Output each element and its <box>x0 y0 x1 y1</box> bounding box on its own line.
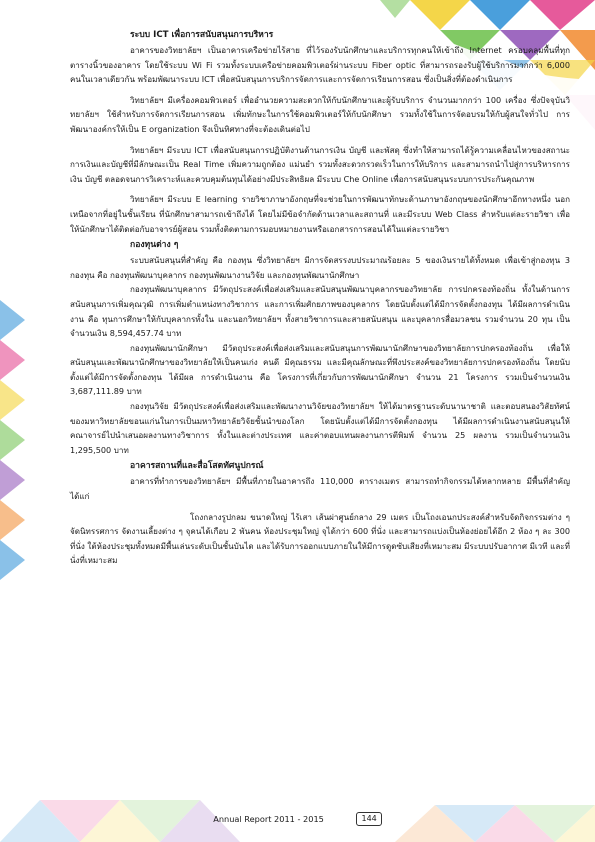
paragraph-buildings-1: อาคารที่ทำการของวิทยาลัยฯ มีพื้นที่ภายในอาคารถึง 110,000 ตารางเมตร สามารถทำกิจกรรมได้หลากหลาย มีพื้นที่สำคัญ ได้แก่ <box>70 476 570 502</box>
paragraph-ict-2: วิทยาลัยฯ มีเครื่องคอมพิวเตอร์ เพื่ออำนวยความสะดวกให้กับนักศึกษาและผู้รับบริการ จำนวนมากกว่า 100 เครื่อง ซึ่งปัจจุบันวิทยาลัยฯ ใช้สำหรับการจัดการเรียนการสอน เพิ่มทักษะในการใช้คอมพิวเตอร์ให้กับนักศึกษา รวมทั้งใช้ในการจัดอบรมให้กับผู้สนใจทั่วไป การพัฒนาองค์กรให้เป็น E organization จึงเป็นทิศทางที่จะต้องเดินต่อไป <box>70 94 570 134</box>
paragraph-funds-1: ระบบสนับสนุนที่สำคัญ คือ กองทุน ซึ่งวิทยาลัยฯ มีการจัดสรรงบประมาณร้อยละ 5 ของเงินรายได้ทั้งหมด เพื่อเข้าสู่กองทุน 3 กองทุน คือ กองทุนพัฒนาบุคลากร กองทุนพัฒนางานวิจัย และกองทุนพัฒนานักศึกษา <box>70 255 570 280</box>
paragraph-ict-4: วิทยาลัยฯ มีระบบ E learning รายวิชาภาษาอังกฤษที่จะช่วยในการพัฒนาทักษะด้านภาษาอังกฤษของนักศึกษาอีกทางหนึ่ง นอกเหนือจากที่อยู่ในชั้นเรียน ที่นักศึกษาสามารถเข้าถึงได้ โดยไม่มีข้อจำกัดด้านเวลาและสถานที่ และมีระบบ Web Class สำหรับแต่ละรายวิชา เพื่อให้นักศึกษาได้ติดต่อกับอาจารย์ผู้สอน รวมทั้งติดตามการมอบหมายงานหรือเอกสารการสอนได้ในแต่ละรายวิชา <box>70 194 570 234</box>
footer-report-title: Annual Report 2011 - 2015 <box>213 814 324 824</box>
paragraph-ict-3: วิทยาลัยฯ มีระบบ ICT เพื่อสนับสนุนการปฏิบัติงานด้านการเงิน บัญชี และพัสดุ ซึ่งทำให้สามารถได้รู้ความเคลื่อนไหวของสถานะการเงินและบัญชีที่มีลักษณะเป็น Real Time เพิ่มความถูกต้อง แม่นยำ รวมทั้งสะดวกรวดเร็วในการให้บริการ และสามารถนำไปสู่การบริหารการเงิน บัญชี ตลอดจนการวิเคราะห์และควบคุมต้นทุนได้อย่างมีประสิทธิผล มีระบบ Che Online เพื่อการสนับสนุนระบบการประกันคุณภาพ <box>70 144 570 184</box>
page-number: 144 <box>356 812 381 826</box>
heading-funds: กองทุนต่าง ๆ <box>130 240 179 251</box>
heading-buildings: อาคารสถานที่และสื่อโสตทัศนูปกรณ์ <box>130 461 264 472</box>
paragraph-funds-2: กองทุนพัฒนาบุคลากร มีวัตถุประสงค์เพื่อส่งเสริมและสนับสนุนพัฒนาบุคลากรของวิทยาลัย การปกครองท้องถิ่น ทั้งในด้านการสนับสนุนการเพิ่มคุณวุฒิ การเพิ่มตำแหน่งทางวิชาการ และการเพิ่มศักยภาพของบุคลากร โดยนับตั้งแต่ได้มีการจัดตั้งกองทุน ได้มีผลการดำเนินงาน คือ ทุนการศึกษาให้กับบุคลากรทั้งใน และนอกวิทยาลัยฯ ทั้งสายวิชาการและสายสนับสนุน และบุคลากรสื่อมวลชน รวมจำนวน 20 ทุน เป็นจำนวนเงิน 8,594,457.74 บาท <box>70 284 570 339</box>
document-body <box>70 26 570 568</box>
paragraph-ict-1: อาคารของวิทยาลัยฯ เป็นอาคารเครือข่ายไร้สาย ที่ไว้รองรับนักศึกษาและบริการทุกคนให้เข้าถึง Internet ครอบคลุมพื้นที่ทุกตารางนิ้วของอาคาร โดยใช้ระบบ Wi Fi รวมทั้งระบบเครือข่ายคอมพิวเตอร์ผ่านระบบ Fiber optic ที่สามารถรองรับผู้ใช้บริการมากกว่า 6,000 คนในเวลาเดียวกัน พร้อมพัฒนาระบบ ICT เพื่อสนับสนุนการบริการจัดการและการจัดการเรียนการสอน ซึ่งเป็นสิ่งที่ต้องดำเนินการ <box>70 45 570 85</box>
page-footer <box>0 812 595 826</box>
paragraph-funds-4: กองทุนวิจัย มีวัตถุประสงค์เพื่อส่งเสริมและพัฒนางานวิจัยของวิทยาลัยฯ ให้ได้มาตรฐานระดับนานาชาติ และตอบสนองวิสัยทัศน์ของมหาวิทยาลัยขอนแก่นในการเป็นมหาวิทยาลัยวิจัยชั้นนำของโลก โดยนับตั้งแต่ได้มีการจัดตั้งกองทุน ได้มีผลการดำเนินงานสนับสนุนให้คณาจารย์ไปนำเสนอผลงานทางวิชาการ ทั้งในและต่างประเทศ และค่าตอบแทนผลงานการตีพิมพ์ จำนวน 25 ผลงาน รวมเป็นจำนวนเงิน 1,295,500 บาท <box>70 401 571 455</box>
heading-ict-support: ระบบ ICT เพื่อการสนับสนุนการบริหาร <box>130 30 274 40</box>
paragraph-buildings-2: โถงกลางรูปกลม ขนาดใหญ่ ไร้เสา เส้นผ่าศูนย์กลาง 29 เมตร เป็นโถงเอนกประสงค์สำหรับจัดกิจกรรมต่าง ๆ จัดนิทรรศการ จัดงานเลี้ยงต่าง ๆ จุคนได้เกือบ 2 พันคน ห้องประชุมใหญ่ จุได้กว่า 600 ที่นั่ง และสามารถแบ่งเป็นห้องย่อยได้อีก 2 ห้อง ๆ ละ 300 ที่นั่ง ใต้ห้องประชุมทั้งหมดมีพื้นเล่นระดับเป็นชั้นบันได และได้รับการออกแบบภายในให้มีการดูดซับเสียงที่เหมาะสม มีระบบปรับอากาศ มีเวที และที่นั่งที่เหมาะสม <box>70 511 570 566</box>
paragraph-funds-3: กองทุนพัฒนานักศึกษา มีวัตถุประสงค์เพื่อส่งเสริมและสนับสนุนการพัฒนานักศึกษาของวิทยาลัยการปกครองท้องถิ่น เพื่อให้สนับสนุนและพัฒนานักศึกษาของวิทยาลัยให้เป็นคนเก่ง คนดี มีคุณธรรม และมีคุณลักษณะที่พึงประสงค์ของวิทยาลัยการปกครองท้องถิ่น โดยนับตั้งแต่ได้มีการจัดตั้งกองทุน ได้มีผล การดำเนินงาน คือ โครงการที่เกี่ยวกับการพัฒนานักศึกษา จำนวน 21 โครงการ รวมเป็นจำนวนเงิน 3,687,111.89 บาท <box>70 342 570 397</box>
